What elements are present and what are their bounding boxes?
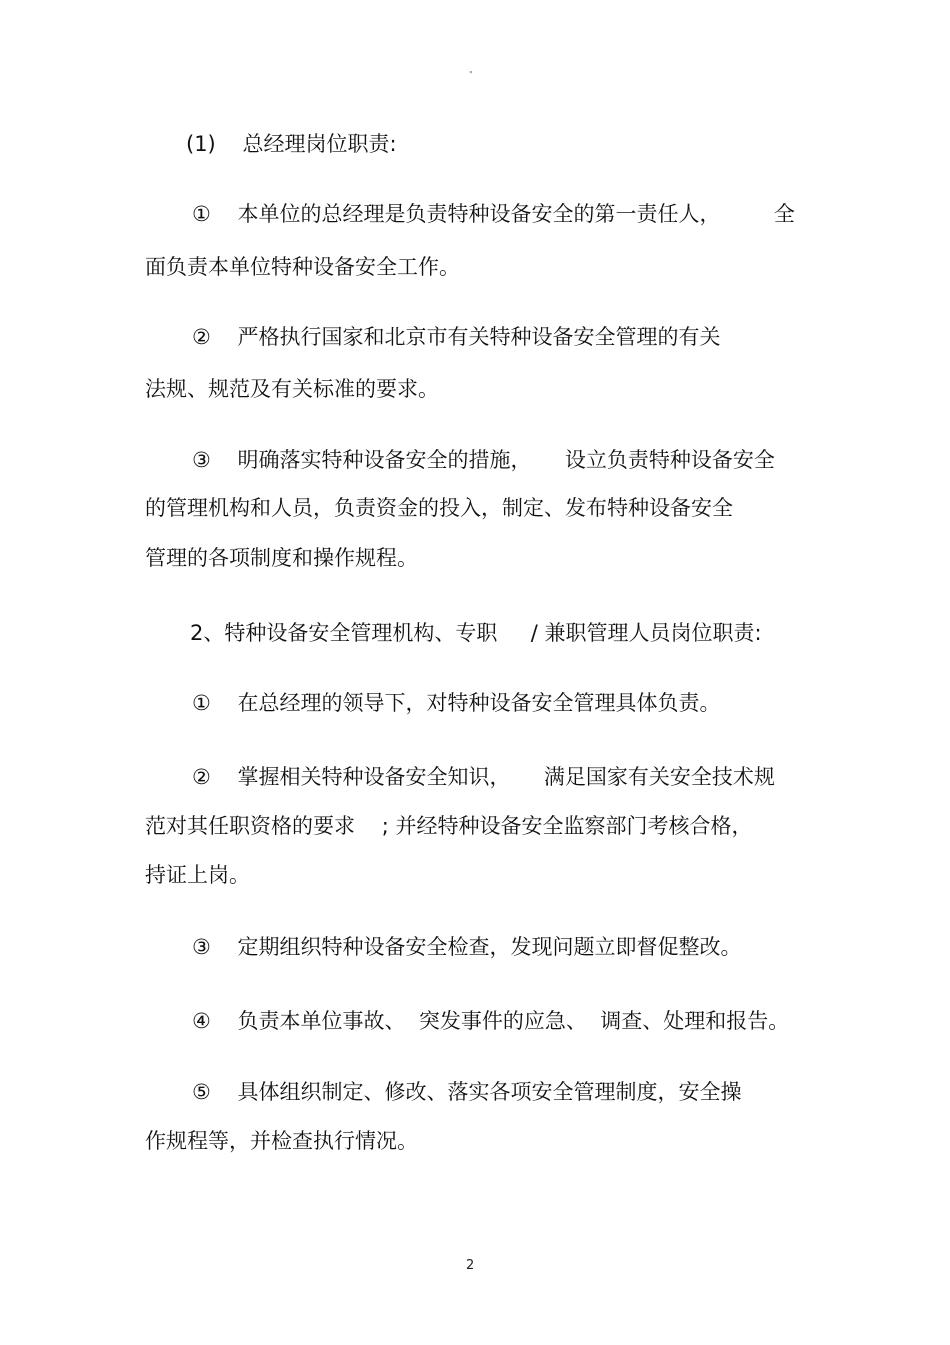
- paragraph-line: ③ 明确落实特种设备安全的措施， 设立负责特种设备安全: [192, 448, 775, 472]
- section-heading-general-manager: (1) 总经理岗位职责:: [186, 132, 397, 156]
- page-number: 2: [466, 1258, 475, 1273]
- paragraph-line: ② 掌握相关特种设备安全知识， 满足国家有关安全技术规: [192, 765, 775, 789]
- paragraph-line: 面负责本单位特种设备安全工作。: [145, 255, 460, 279]
- paragraph-line: ③ 定期组织特种设备安全检查，发现问题立即督促整改。: [192, 935, 742, 959]
- paragraph-line: ④ 负责本单位事故、 突发事件的应急、 调查、处理和报告。: [192, 1009, 790, 1033]
- paragraph-line: 范对其任职资格的要求 ; 并经特种设备安全监察部门考核合格，: [145, 814, 753, 838]
- paragraph-line: 持证上岗。: [145, 863, 250, 887]
- section-heading-management-staff: 2、特种设备安全管理机构、专职 / 兼职管理人员岗位职责:: [190, 621, 762, 645]
- paragraph-line: 法规、规范及有关标准的要求。: [145, 377, 439, 401]
- paragraph-line: 的管理机构和人员，负责资金的投入，制定、发布特种设备安全: [145, 496, 733, 520]
- paragraph-line: ① 在总经理的领导下，对特种设备安全管理具体负责。: [192, 691, 721, 715]
- paragraph-line: 作规程等，并检查执行情况。: [145, 1129, 418, 1153]
- header-mark: ": [469, 70, 473, 79]
- paragraph-line: ② 严格执行国家和北京市有关特种设备安全管理的有关: [192, 325, 721, 349]
- paragraph-line: ① 本单位的总经理是负责特种设备安全的第一责任人， 全: [192, 202, 795, 226]
- paragraph-line: ⑤ 具体组织制定、修改、落实各项安全管理制度，安全操: [192, 1080, 742, 1104]
- paragraph-line: 管理的各项制度和操作规程。: [145, 546, 418, 570]
